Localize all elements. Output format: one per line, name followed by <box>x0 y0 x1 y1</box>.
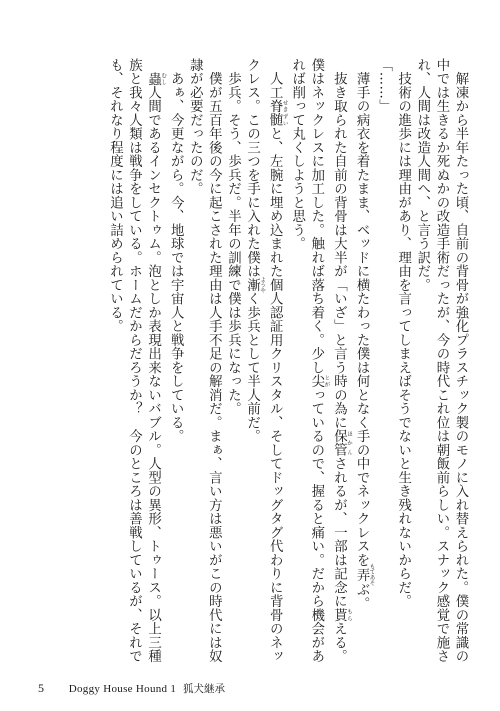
ruby-reading: もら <box>345 608 352 622</box>
ruby-annotation: 脊髄 せきずい <box>267 99 288 127</box>
body-line: 技術の進歩には理由があり、理由を言ってしまえばそうでないと生き残れないからだ。 <box>395 58 411 608</box>
ruby-annotation: 漸 ようや <box>244 276 266 294</box>
page-number: 5 <box>38 681 44 695</box>
body-line: 族と我々人類は戦争をしている。ホームだからだろうか？ 今のところは善戦しているが、それで <box>126 58 142 663</box>
body-line: 隷が必要だったのだ。 <box>187 58 203 196</box>
body-line: 僕が五百年後の今に起こされた理由は人手不足の解消だ。まぁ、言い方は悪いがこの時代には奴 <box>206 58 222 663</box>
body-line: 中では生きるか死ぬかの改造手術だったが、今の時代これ位は朝飯前らしい。スナック感覚で施さ <box>433 58 449 663</box>
ruby-reading: とが <box>323 374 330 388</box>
book-subtitle: 狐犬継承 <box>182 683 225 695</box>
page-footer <box>38 681 225 696</box>
body-line: クレス。この三つを手に入れた僕は漸 ようやく歩兵として半人前だ。 <box>244 58 266 443</box>
body-line: れば削って丸くしようと思う。 <box>289 58 305 251</box>
body-line: 薄手の病衣を着たまま、ベッドに横たわった僕は何となく手の中でネックレスを弄 もてあそぶ。 <box>354 58 375 611</box>
body-line: 人工脊髄 せきずいと、左腕に埋め込まれた個人認証用クリスタル、そしてドッグタグ代わりに背骨のネッ <box>267 58 288 663</box>
book-title: Doggy House Hound 1 <box>68 683 177 695</box>
ruby-annotation: 貰 もら <box>331 608 352 622</box>
body-line: も、それなり程度には追い詰められている。 <box>107 58 123 333</box>
body-line: 「……」 <box>376 58 392 113</box>
ruby-annotation: 弄 もてあそ <box>354 563 375 586</box>
body-line: れ、人間は改造人間へ、と言う訳だ。 <box>414 58 430 292</box>
vertical-body-text <box>20 58 470 663</box>
ruby-reading: もてあそ <box>368 563 375 586</box>
ruby-annotation: 蟲 むし <box>145 71 167 86</box>
ruby-annotation: 保管 ほかん <box>331 429 352 457</box>
ruby-reading: むし <box>160 71 167 86</box>
ruby-reading: せきずい <box>281 99 288 127</box>
ruby-reading: ようや <box>259 276 266 294</box>
body-line: 蟲 むし人間であるインセクトゥム。泡としか表現出来ないバブル。人型の異形、トゥース。以上三種 <box>145 71 167 663</box>
body-line: 歩兵。そう、歩兵だ。半年の訓練で僕は歩兵になった。 <box>225 58 241 416</box>
ruby-reading: ほかん <box>345 429 352 457</box>
body-line: あぁ、今更ながら。今、地球では宇宙人と戦争をしている。 <box>168 58 184 443</box>
body-line: 僕はネックレスに加工した。触れば落ち着く。少し尖 とがっているので、握ると痛い。だから機会があ <box>308 58 330 663</box>
body-line: 解凍から半年たった頃、自前の背骨が強化プラスチック製のモノに入れ替えられた。僕の常識の <box>453 58 468 663</box>
ruby-annotation: 尖 とが <box>308 374 330 388</box>
body-line: 抜き取られた自前の背骨は大半が「いざ」と言う時の為に保管 ほかんされるが、一部は記念に貰 もらえる。 <box>331 58 352 663</box>
